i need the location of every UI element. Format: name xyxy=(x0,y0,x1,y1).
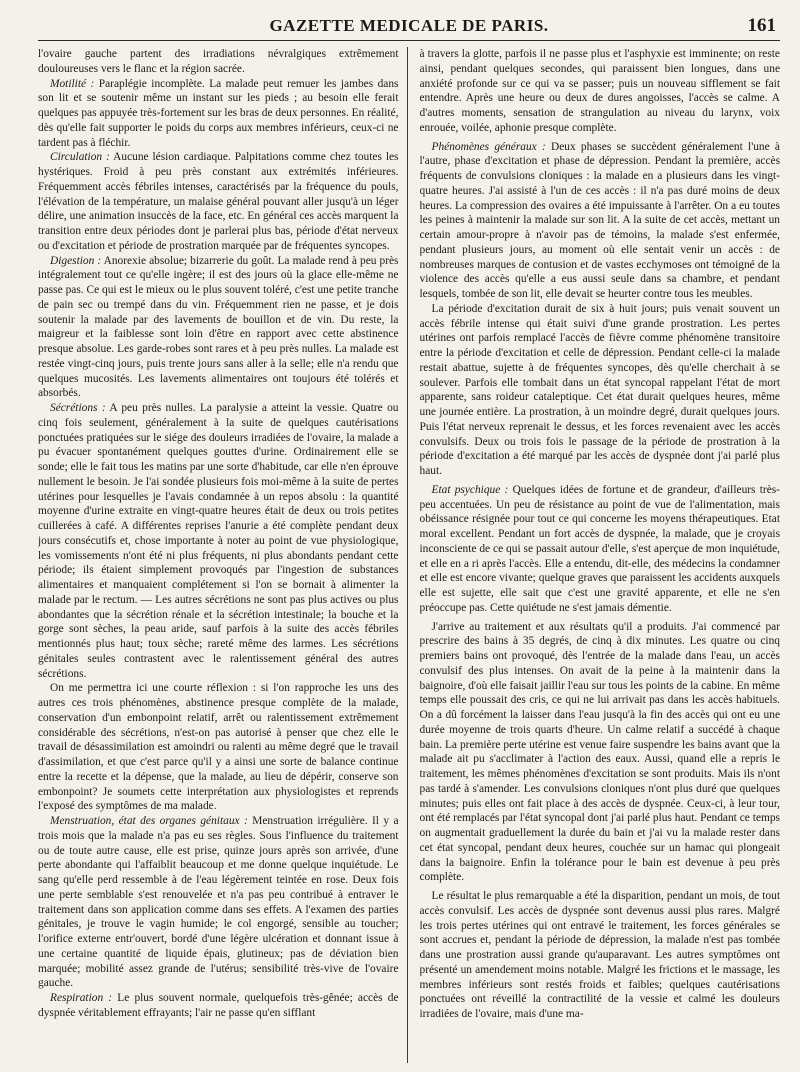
respiration-heading: Respiration : xyxy=(50,992,113,1004)
two-column-body xyxy=(38,47,780,1063)
psychique-text: Quelques idées de fortune et de grandeur, d'ailleurs très-peu accentuées. Un peu de résistance au point de vue de l'alimentation, mais obéissance résignée pour tout ce qui concerne les moyens thérapeutiques. Etat moral excellent. Pendant un fort accès de dyspnée, la malade, que je croyais inconsciente de ce qui se passait autour d'elle, s'est aperçue de mon inquiétude, et elle en a ri après l'accès. Elle a entendu, dit-elle, des médecins la condamner et elle est encore vivante; quelque graves que paraissent les accidents auxquels elle est sujette, elle sait que c'est une gravité apparente, et elle ne s'en préoccupe pas. Cette quiétude ne s'est jamais démentie. xyxy=(419,483,780,614)
secretions-heading: Sécrétions : xyxy=(50,402,106,414)
paragraph-menstruation xyxy=(38,814,399,991)
secretions-text: A peu près nulles. La paralysie a atteint la vessie. Quatre ou cinq fois seulement, généralement à la suite de quelques cautérisations ponctuées pratiquées sur le siége des douleurs irradiées de l'ovaire, la malade a pu évacuer spontanément quelques gouttes d'urine. Ordinairement elle se sonde; elle le fait tous les matins par une sorte d'habitude, car elle n'en éprouve nullement le besoin. Je l'ai sondée plusieurs fois moi-même à la suite de pertes utérines pour lesquelles je l'avais condamnée à un repos absolu : la quantité moyenne d'urine extraite en vingt-quatre heures était de deux ou trois petites cuillerées à café. A différentes reprises l'anurie a été complète pendant deux jours consécutifs et, chose importante à noter au point de vue physiologique, les vomissements n'ont été ni plus fréquents, ni plus abondants pendant cette période; ils étaient simplement provoqués par l'ingestion de substances alimentaires et manquaient complétement si l'on se bornait à alimenter la malade par le rectum. — Les autres sécrétions ne sont pas plus actives ou plus abondantes que la sécrétion rénale et la sécrétion intestinale; la bouche et la gorge sont sèches, la peau aride, sauf parfois à la suite des accès fébriles mentionnés plus haut; toux sèche; rareté même des larmes. Les sécrétions génitales seules contrastent avec le ralentissement général des autres sécrétions. xyxy=(38,402,399,680)
paragraph-periode: La période d'excitation durait de six à huit jours; puis venait souvent un accès fébrile intense qui était suivi d'une grande prostration. Les pertes utérines ont parfois remplacé l'accès de fièvre comme phénomène transitoire entre la période d'excitation et celle de dépression. Pendant celle-ci la malade restait abattue, sujette à de fréquentes syncopes, dès qu'elle cherchait à se soulever. Parfois elle tombait dans un état syncopal rappelant l'état de mort apparente, sans roideur cataleptique. Cet état durait quelques heures, même une journée entière. La prostration, à un moindre degré, durait quelques jours. Puis l'état nerveux reprenait le dessus, et les forces revenaient avec les accès convulsifs. Deux ou trois fois le passage de la période de prostration à la période d'excitation a été marqué par les accès de dyspnée dont j'ai parlé plus haut. xyxy=(419,302,780,477)
circulation-heading: Circulation : xyxy=(50,151,110,164)
generaux-text: Deux phases se succèdent généralement l'une à l'autre, phase d'excitation et phase de dépression. Pendant la première, accès fréquents de convulsions cloniques : la malade en a plusieurs dans les vingt-quatre heures. J'ai assisté à l'un de ces accès : il n'a pas duré moins de deux heures. La compression des ovaires a été impuissante à l'arrêter. On a eu toutes les peines à maintenir la malade sur son lit. A la suite de cet accès, mettant un certain amour-propre à n'avoir pas de témoins, la malade s'est enfermée, pendant plusieurs jours, au moment où elle sentait venir un accès : de nombreuses marques de contusion et de vastes ecchymoses ont témoigné de la violence des accès qu'elle a eus aussi seule dans sa chambre, et pendant lesquels, tombée de son lit, elle devait se heurter contre tous les meubles. xyxy=(419,140,780,300)
paragraph-respiration xyxy=(38,991,399,1021)
paragraph-glotte: à travers la glotte, parfois il ne passe plus et l'asphyxie est imminente; on reste ainsi, pendant quelques secondes, qui paraissent bien longues, dans une anxiété profonde sur ce qui va se passer; puis un nouveau sifflement se fait entendre. Après une heure ou deux de dures angoisses, l'accès se calme. A d'autres moments, sensation de strangulation au niveau du larynx, voix enrouée, voilée, aphonie presque complète. xyxy=(419,48,780,134)
psychique-heading: Etat psychique : xyxy=(431,483,509,496)
left-column xyxy=(38,47,408,1063)
paragraph-reflexion: On me permettra ici une courte réflexion : si l'on rapproche les uns des autres ces trois phénomènes, abstinence presque complète de la malade, conservation d'un embonpoint relatif, arrêt ou ralentissement extrêmement considérable des sécrétions, n'est-on pas autorisé à penser que chez elle le travail de désassimilation est amoindri ou ralenti au même degré que le travail d'assimilation, et que c'est parce qu'il y a ainsi une sorte de balance continue entre la recette et la dépense, que la malade, au lieu de dépérir, conserve son embonpoint? Je soumets cette interprétation aux physiologistes et reprends l'exposé des symptômes de ma malade. xyxy=(38,682,399,813)
paragraph-circulation xyxy=(38,150,399,253)
page-header xyxy=(38,14,780,41)
page-number: 161 xyxy=(747,15,776,36)
paragraph-secretions xyxy=(38,401,399,681)
right-column xyxy=(420,47,781,1063)
motilite-text: Paraplégie incomplète. La malade peut remuer les jambes dans son lit et se soutenir même un instant sur les pieds ; au besoin elle ferait quelques pas appuyée très-fortement sur les bras de deux personnes. En réalité, dès qu'elle fait supporter le poids du corps aux membres inférieurs, ceux-ci ne tardent pas à fléchir. xyxy=(38,77,399,149)
paragraph-etat-psychique xyxy=(420,483,781,616)
generaux-heading: Phénomènes généraux : xyxy=(431,140,546,153)
digestion-heading: Digestion : xyxy=(50,254,102,267)
digestion-text: Anorexie absolue; bizarrerie du goût. La malade rend à peu près intégralement tout ce qu'elle ingère; il est des jours où la glace elle-même ne passe pas. Ce qui est le mieux ou le plus souvent toléré, c'est une petite tranche de pain sec ou trempé dans du vin. Fréquemment rien ne passe, et je dois soutenir la malade par des lavements de bouillon et de vin. Du reste, la maigreur et la faiblesse sont loin d'être en rapport avec cette abstinence presque absolue. Les garde-robes sont rares et à peu près nulles. La malade est restée vingt-cinq jours, puis trente jours sans aller à la selle; elle n'a rendu que quelques mucosités. Les lavements alimentaires ont toujours été tolérés et absorbés. xyxy=(38,254,399,400)
paragraph-resultat: Le résultat le plus remarquable a été la disparition, pendant un mois, de tout accès convulsif. Les accès de dyspnée sont devenus aussi plus rares. Malgré les trois pertes utérines qui ont entravé le traitement, les forces générales se sont accrues et, pendant la période de dépression, la malade n'est pas tombée dans une prostration aussi grande qu'auparavant. Les autres symptômes ont présenté un amendement moins notable. Malgré les frictions et le massage, les membres inférieurs sont restés froids et faibles; quelques cautérisations ponctuées ont réveillé la contractilité de la vessie et calmé les douleurs irradiées de l'ovaire, mais d'une ma- xyxy=(419,890,780,1020)
paragraph-motilite xyxy=(38,77,399,151)
paragraph-traitement: J'arrive au traitement et aux résultats qu'il a produits. J'ai commencé par prescrire des bains à 35 degrés, de cinq à dix minutes. Les quatre ou cinq premiers bains ont provoqué, dès l'entrée de la malade dans l'eau, un accès convulsif des plus intenses. On avait de la peine à la maintenir dans la baignoire, d'où elle faisait jaillir l'eau sur tous les points de la cabine. En même temps elle poussait des cris, ce qui ne lui arrivait pas dans les accès habituels. On a dû forcément la laisser dans l'eau jusqu'à la fin des accès qui ont eu une durée moyenne de trois quarts d'heure. Un calme relatif a succédé à chaque bain. La première perte utérine est venue faire suspendre les bains avant que la malade ait pu s'acclimater à l'action des eaux. Aussi, quand elle a repris le traitement, les mêmes phénomènes d'excitation se sont produits. Mais ils n'ont pas tardé à s'amender. Les convulsions cloniques n'ont plus duré que quelques minutes; puis elles ont fait place à des accès de dyspnée. Ceux-ci, à leur tour, ont été remplacés par l'état syncopal dont j'ai parlé plus haut. Pendant ce temps on augmentait graduellement la durée du bain et j'ai vu la malade rester dans cet état syncopal, pendant deux heures, couchée sur un hamac qui plongeait dans la baignoire. Enfin la tolérance pour le bain est devenue à peu près complète. xyxy=(419,620,780,884)
paragraph-ovaire: l'ovaire gauche partent des irradiations névralgiques extrêmement douloureuses vers le flanc et la région sacrée. xyxy=(38,48,399,75)
journal-title: GAZETTE MEDICALE DE PARIS. xyxy=(269,16,549,35)
paragraph-phenomenes-generaux xyxy=(420,140,781,302)
menstruation-text: Menstruation irrégulière. Il y a trois mois que la malade n'a pas eu ses règles. Sous l'influence du traitement ou de toute autre cause, elle est prise, quinze jours après son arrivée, d'une perte abondante qui l'affaiblit beaucoup et me donne quelque inquiétude. Le sang qu'elle perd ressemble à de l'eau légèrement teintée en rose. Deux fois une perte semblable s'est renouvelée et n'a pas peu contribué à entraver le traitement dans son application comme dans ses effets. A l'examen des parties génitales, je trouve le vagin humide; le col engorgé, sensible au toucher; l'orifice externe entr'ouvert, bordé d'une légère ulcération et donnant issue à une certaine quantité de liquide épais, glutineux; pas de déviation bien marquée; mobilité assez grande de l'utérus; sensibilité très-vive de l'ovaire gauche. xyxy=(38,815,399,990)
menstruation-heading: Menstruation, état des organes génitaux : xyxy=(50,815,248,827)
paragraph-digestion xyxy=(38,254,399,402)
circulation-text: Aucune lésion cardiaque. Palpitations comme chez toutes les hystériques. Froid à peu près constant aux extrémités inférieures. Fréquemment accès fébriles intenses, caractérisés par la fréquence du pouls, l'élévation de la température, un malaise général pouvant aller jusqu'à un léger délire, une animation insuccès de la face, etc. En général ces accès marquent la transition entre deux périodes dont je parlerai plus bas, période d'état nerveux ou d'excitation et période de prostration marquée par de fréquentes syncopes. xyxy=(38,151,399,252)
motilite-heading: Motilité : xyxy=(50,77,95,90)
respiration-text: Le plus souvent normale, quelquefois très-gênée; accès de dyspnée véritablement effrayants; l'air ne passe qu'en sifflant xyxy=(38,992,399,1019)
